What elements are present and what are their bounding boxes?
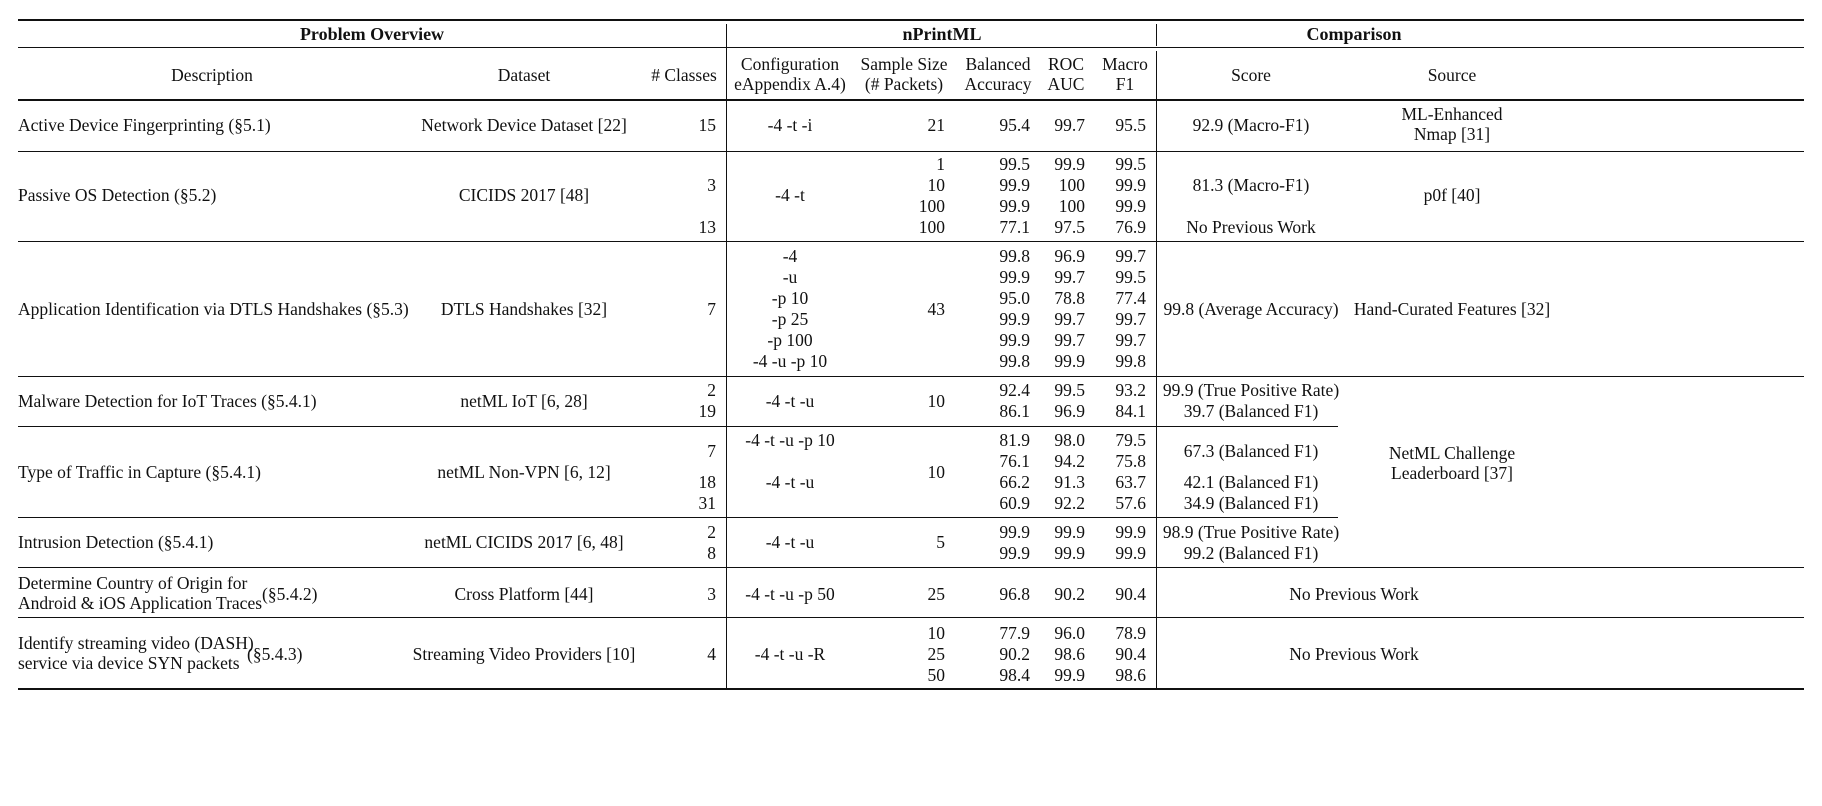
- row3-dataset: DTLS Handshakes [32]: [440, 299, 608, 319]
- row2-sample-1: 1: [936, 154, 945, 174]
- row1-dataset: Network Device Dataset [22]: [421, 115, 627, 135]
- col-header-roc-auc: [1048, 54, 1085, 94]
- col-header-configuration-line1: Configuration: [740, 54, 840, 74]
- col-header-sample-size: [861, 54, 948, 94]
- row3-description: Application Identification via DTLS Handshakes (§5.3): [18, 299, 409, 319]
- group-header-comparison: Comparison: [1306, 24, 1402, 44]
- row5-roc-2: 94.2: [1054, 451, 1085, 471]
- row1-roc: 99.7: [1054, 115, 1085, 135]
- row1-description: Active Device Fingerprinting (§5.1): [18, 115, 271, 135]
- row7-description-line2: Android & iOS Application Traces: [18, 593, 263, 613]
- row3-config-1: -4: [782, 246, 798, 266]
- row7-comparison: No Previous Work: [1289, 584, 1419, 604]
- col-header-dataset: Dataset: [497, 65, 551, 85]
- row3-classes: 7: [707, 299, 716, 319]
- row2-f1-1: 99.5: [1115, 154, 1146, 174]
- row3-config-4: -p 25: [771, 309, 809, 329]
- row1-config: -4 -t -i: [767, 115, 813, 135]
- row8-acc-1: 77.9: [999, 623, 1030, 643]
- row2-classes-1: 3: [707, 175, 716, 195]
- row5-classes-3: 31: [698, 493, 716, 513]
- row2-config: -4 -t: [775, 185, 805, 205]
- row6-acc-1: 99.9: [999, 522, 1030, 542]
- row2-acc-1: 99.5: [999, 154, 1030, 174]
- row7-sample: 25: [927, 584, 945, 604]
- row3-roc-5: 99.7: [1054, 330, 1085, 350]
- row6-sample: 5: [936, 532, 945, 552]
- row5-score-3: 34.9 (Balanced F1): [1183, 493, 1319, 513]
- row7-description-ref: (§5.4.2): [262, 584, 318, 604]
- row3-acc-2: 99.9: [999, 267, 1030, 287]
- row2-sample-3: 100: [918, 196, 945, 216]
- row2-roc-4: 97.5: [1054, 217, 1085, 237]
- row5-f1-1: 79.5: [1115, 430, 1146, 450]
- row3-acc-5: 99.9: [999, 330, 1030, 350]
- row6-classes-2: 8: [707, 543, 716, 563]
- row1-source-line1: ML-Enhanced: [1401, 104, 1503, 124]
- row7-description: [18, 573, 262, 613]
- row3-acc-4: 99.9: [999, 309, 1030, 329]
- netml-source-line2: Leaderboard [37]: [1391, 463, 1513, 483]
- col-header-f1-line2: F1: [1115, 74, 1135, 94]
- row8-sample-3: 50: [927, 665, 945, 685]
- row7-config: -4 -t -u -p 50: [745, 584, 835, 604]
- row-rule-6: [18, 567, 1804, 568]
- row5-acc-2: 76.1: [999, 451, 1030, 471]
- row3-f1-4: 99.7: [1115, 309, 1146, 329]
- row2-dataset: CICIDS 2017 [48]: [458, 185, 590, 205]
- row5-config-2: -4 -t -u: [765, 472, 815, 492]
- col-header-configuration-line2: eAppendix A.4): [734, 74, 846, 94]
- col-separator-right: [1156, 51, 1157, 688]
- group-header-problem-overview: Problem Overview: [299, 24, 445, 44]
- row8-acc-3: 98.4: [999, 665, 1030, 685]
- row4-description: Malware Detection for IoT Traces (§5.4.1): [18, 391, 317, 411]
- row3-config-3: -p 10: [771, 288, 809, 308]
- row2-score-1: 81.3 (Macro-F1): [1192, 175, 1310, 195]
- group-header-nprintml: nPrintML: [902, 24, 982, 44]
- col-header-balacc-line1: Balanced: [965, 54, 1031, 74]
- row5-config-1: -4 -t -u -p 10: [745, 430, 835, 450]
- row8-comparison: No Previous Work: [1289, 644, 1419, 664]
- row4-acc-2: 86.1: [999, 401, 1030, 421]
- row5-roc-1: 98.0: [1054, 430, 1085, 450]
- row1-source-line2: Nmap [31]: [1413, 124, 1491, 144]
- row8-config: -4 -t -u -R: [754, 644, 826, 664]
- row6-dataset: netML CICIDS 2017 [6, 48]: [424, 532, 624, 552]
- row6-score-1: 98.9 (True Positive Rate): [1162, 522, 1340, 542]
- header-rule: [18, 99, 1804, 101]
- row3-config-2: -u: [782, 267, 798, 287]
- row8-description-line1: Identify streaming video (DASH): [18, 633, 254, 653]
- row3-acc-6: 99.8: [999, 351, 1030, 371]
- col-header-description: Description: [171, 65, 253, 85]
- col-header-sample-line2: (# Packets): [864, 74, 944, 94]
- row4-score-2: 39.7 (Balanced F1): [1183, 401, 1319, 421]
- row6-score-2: 99.2 (Balanced F1): [1183, 543, 1319, 563]
- row-rule-4: [18, 426, 1338, 427]
- row8-f1-2: 90.4: [1115, 644, 1146, 664]
- row5-score-1: 67.3 (Balanced F1): [1183, 441, 1319, 461]
- row8-description-ref: (§5.4.3): [247, 644, 303, 664]
- row6-config: -4 -t -u: [765, 532, 815, 552]
- row5-classes-1: 7: [707, 441, 716, 461]
- col-header-balanced-accuracy: [964, 54, 1031, 94]
- row3-f1-5: 99.7: [1115, 330, 1146, 350]
- row1-f1: 95.5: [1115, 115, 1146, 135]
- row2-acc-4: 77.1: [999, 217, 1030, 237]
- row5-dataset: netML Non-VPN [6, 12]: [437, 462, 611, 482]
- row7-classes: 3: [707, 584, 716, 604]
- row5-acc-3: 66.2: [999, 472, 1030, 492]
- row4-sample: 10: [927, 391, 945, 411]
- row7-roc: 90.2: [1054, 584, 1085, 604]
- row2-description: Passive OS Detection (§5.2): [18, 185, 217, 205]
- row3-acc-3: 95.0: [999, 288, 1030, 308]
- row2-source: p0f [40]: [1423, 185, 1481, 205]
- row8-roc-2: 98.6: [1054, 644, 1085, 664]
- row1-sample: 21: [927, 115, 945, 135]
- row5-acc-4: 60.9: [999, 493, 1030, 513]
- row7-f1: 90.4: [1115, 584, 1146, 604]
- row3-acc-1: 99.8: [999, 246, 1030, 266]
- row4-classes-1: 2: [707, 380, 716, 400]
- row1-source: [1401, 104, 1502, 144]
- row4-f1-1: 93.2: [1115, 380, 1146, 400]
- bottom-rule: [18, 688, 1804, 690]
- row6-f1-1: 99.9: [1115, 522, 1146, 542]
- row4-classes-2: 19: [698, 401, 716, 421]
- row5-sample: 10: [927, 462, 945, 482]
- col-header-source: Source: [1427, 65, 1477, 85]
- row2-acc-2: 99.9: [999, 175, 1030, 195]
- col-header-macro-f1: [1102, 54, 1148, 94]
- row5-score-2: 42.1 (Balanced F1): [1183, 472, 1319, 492]
- row8-dataset: Streaming Video Providers [10]: [412, 644, 636, 664]
- group-header-rule: [18, 47, 1804, 48]
- row1-classes: 15: [698, 115, 716, 135]
- row6-roc-2: 99.9: [1054, 543, 1085, 563]
- netml-source-line1: NetML Challenge: [1388, 443, 1516, 463]
- row2-roc-2: 100: [1058, 175, 1085, 195]
- top-rule: [18, 19, 1804, 21]
- row2-sample-4: 100: [918, 217, 945, 237]
- row3-f1-1: 99.7: [1115, 246, 1146, 266]
- row8-roc-1: 96.0: [1054, 623, 1085, 643]
- row5-f1-2: 75.8: [1115, 451, 1146, 471]
- row8-sample-1: 10: [927, 623, 945, 643]
- row1-score: 92.9 (Macro-F1): [1192, 115, 1310, 135]
- row5-classes-2: 18: [698, 472, 716, 492]
- row2-f1-4: 76.9: [1115, 217, 1146, 237]
- row6-f1-2: 99.9: [1115, 543, 1146, 563]
- row8-f1-1: 78.9: [1115, 623, 1146, 643]
- col-header-f1-line1: Macro: [1102, 54, 1148, 74]
- row3-f1-6: 99.8: [1115, 351, 1146, 371]
- row8-sample-2: 25: [927, 644, 945, 664]
- row3-roc-1: 96.9: [1054, 246, 1085, 266]
- row3-config-6: -4 -u -p 10: [752, 351, 828, 371]
- col-separator-left: [726, 24, 727, 688]
- row3-score: 99.8 (Average Accuracy): [1163, 299, 1339, 319]
- row7-acc: 96.8: [999, 584, 1030, 604]
- row4-roc-1: 99.5: [1054, 380, 1085, 400]
- row4-f1-2: 84.1: [1115, 401, 1146, 421]
- row8-f1-3: 98.6: [1115, 665, 1146, 685]
- row6-classes-1: 2: [707, 522, 716, 542]
- row2-roc-1: 99.9: [1054, 154, 1085, 174]
- col-header-roc-line1: ROC: [1048, 54, 1084, 74]
- col-header-configuration: [734, 54, 846, 94]
- row2-score-2: No Previous Work: [1186, 217, 1316, 237]
- col-header-score: Score: [1231, 65, 1271, 85]
- row5-f1-3: 63.7: [1115, 472, 1146, 492]
- row2-f1-2: 99.9: [1115, 175, 1146, 195]
- row2-acc-3: 99.9: [999, 196, 1030, 216]
- col-header-sample-line1: Sample Size: [860, 54, 948, 74]
- row3-roc-2: 99.7: [1054, 267, 1085, 287]
- row8-acc-2: 90.2: [999, 644, 1030, 664]
- row-rule-3: [18, 376, 1804, 377]
- row4-roc-2: 96.9: [1054, 401, 1085, 421]
- row5-description: Type of Traffic in Capture (§5.4.1): [18, 462, 261, 482]
- row2-classes-2: 13: [698, 217, 716, 237]
- row5-roc-4: 92.2: [1054, 493, 1085, 513]
- row4-config: -4 -t -u: [765, 391, 815, 411]
- row5-f1-4: 57.6: [1115, 493, 1146, 513]
- row3-roc-4: 99.7: [1054, 309, 1085, 329]
- row8-description-line2: service via device SYN packets: [18, 653, 240, 673]
- row8-classes: 4: [707, 644, 716, 664]
- row4-dataset: netML IoT [6, 28]: [460, 391, 588, 411]
- row3-roc-3: 78.8: [1054, 288, 1085, 308]
- row2-sample-2: 10: [927, 175, 945, 195]
- row3-roc-6: 99.9: [1054, 351, 1085, 371]
- row6-acc-2: 99.9: [999, 543, 1030, 563]
- row3-config-5: -p 100: [767, 330, 813, 350]
- col-header-balacc-line2: Accuracy: [964, 74, 1032, 94]
- row6-roc-1: 99.9: [1054, 522, 1085, 542]
- row-rule-2: [18, 241, 1804, 242]
- row6-description: Intrusion Detection (§5.4.1): [18, 532, 214, 552]
- col-header-roc-line2: AUC: [1047, 74, 1085, 94]
- col-header-classes: # Classes: [651, 65, 717, 85]
- row3-f1-2: 99.5: [1115, 267, 1146, 287]
- row7-dataset: Cross Platform [44]: [454, 584, 594, 604]
- row-rule-1: [18, 151, 1804, 152]
- row-rule-7: [18, 617, 1804, 618]
- row3-source: Hand-Curated Features [32]: [1353, 299, 1551, 319]
- row5-acc-1: 81.9: [999, 430, 1030, 450]
- row-rule-5: [18, 517, 1338, 518]
- row4-score-1: 99.9 (True Positive Rate): [1162, 380, 1340, 400]
- row2-roc-3: 100: [1058, 196, 1085, 216]
- col-separator-right-top: [1156, 24, 1157, 46]
- row4-acc-1: 92.4: [999, 380, 1030, 400]
- row2-f1-3: 99.9: [1115, 196, 1146, 216]
- row1-acc: 95.4: [999, 115, 1030, 135]
- row5-roc-3: 91.3: [1054, 472, 1085, 492]
- netml-source: [1389, 443, 1515, 483]
- row8-roc-3: 99.9: [1054, 665, 1085, 685]
- row3-sample: 43: [927, 299, 945, 319]
- row8-description: [18, 633, 254, 673]
- row3-f1-3: 77.4: [1115, 288, 1146, 308]
- row7-description-line1: Determine Country of Origin for: [18, 573, 248, 593]
